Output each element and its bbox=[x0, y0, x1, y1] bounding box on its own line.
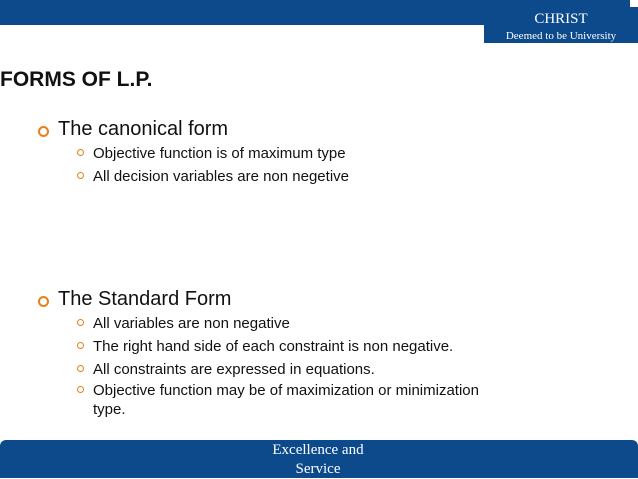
brand-subtitle: Deemed to be University bbox=[505, 30, 617, 42]
footer-tagline bbox=[258, 441, 378, 479]
brand-name: CHRIST bbox=[534, 11, 588, 27]
bullet-icon bbox=[77, 365, 84, 372]
section-heading: The Standard Form bbox=[58, 288, 232, 310]
section-heading: The canonical form bbox=[58, 118, 229, 140]
bullet-icon bbox=[77, 319, 84, 326]
brand-badge bbox=[484, 7, 638, 43]
list-item: Objective function is of maximum type bbox=[93, 144, 513, 163]
bullet-icon bbox=[38, 296, 49, 307]
footer-line-1: Excellence and bbox=[272, 442, 364, 458]
list-item: All decision variables are non negetive bbox=[93, 167, 513, 186]
bullet-icon bbox=[77, 386, 84, 393]
list-item: All constraints are expressed in equations. bbox=[93, 360, 513, 379]
bullet-icon bbox=[38, 126, 49, 137]
slide-title: FORMS OF L.P. bbox=[0, 68, 153, 91]
list-item: Objective function may be of maximization or minimization type. bbox=[93, 381, 513, 419]
bullet-icon bbox=[77, 149, 84, 156]
bullet-icon bbox=[77, 172, 84, 179]
list-item: All variables are non negative bbox=[93, 314, 513, 333]
list-item: The right hand side of each constraint is non negative. bbox=[93, 337, 513, 356]
bullet-icon bbox=[77, 342, 84, 349]
footer-line-2: Service bbox=[295, 461, 341, 477]
